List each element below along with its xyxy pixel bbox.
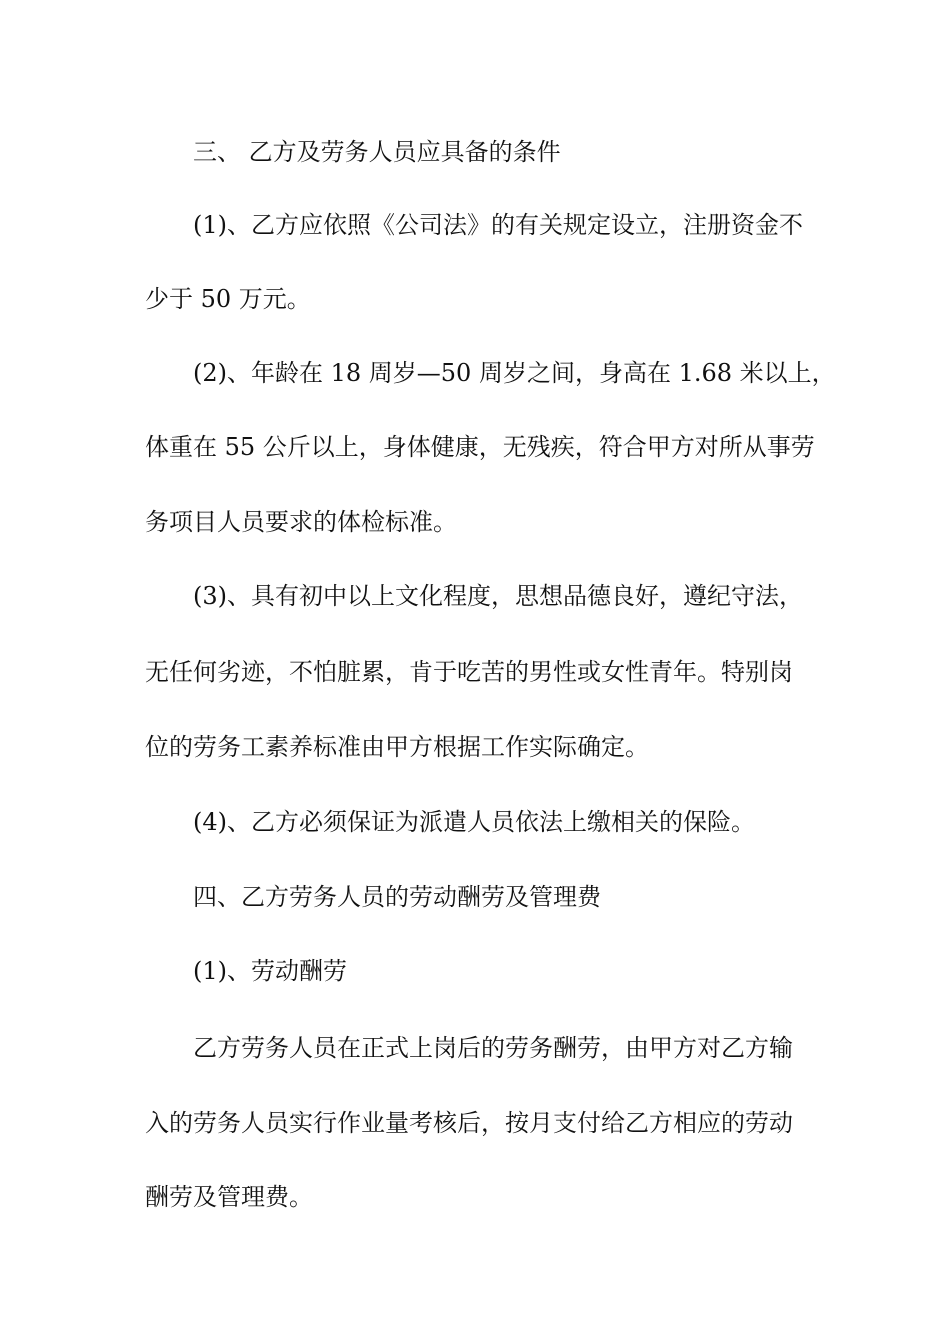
section-heading-3: 三、 乙方及劳务人员应具备的条件 [193, 138, 561, 166]
paragraph-line: 入的劳务人员实行作业量考核后，按月支付给乙方相应的劳动 [145, 1109, 793, 1137]
section-heading-4: 四、乙方劳务人员的劳动酬劳及管理费 [193, 883, 601, 911]
paragraph-line: 位的劳务工素养标准由甲方根据工作实际确定。 [145, 733, 649, 761]
paragraph-line: (1)、乙方应依照《公司法》的有关规定设立，注册资金不 [193, 211, 803, 239]
paragraph-line: (2)、年龄在 18 周岁—50 周岁之间，身高在 1.68 米以上， [193, 359, 836, 387]
subsection-heading: (1)、劳动酬劳 [193, 957, 347, 985]
paragraph-line: 少于 50 万元。 [145, 285, 311, 313]
paragraph-line: (4)、乙方必须保证为派遣人员依法上缴相关的保险。 [193, 808, 755, 836]
paragraph-line: 务项目人员要求的体检标准。 [145, 508, 457, 536]
paragraph-line: 无任何劣迹，不怕脏累，肯于吃苦的男性或女性青年。特别岗 [145, 658, 793, 686]
paragraph-line: 酬劳及管理费。 [145, 1183, 313, 1211]
paragraph-line: (3)、具有初中以上文化程度，思想品德良好，遵纪守法， [193, 582, 803, 610]
paragraph-line: 乙方劳务人员在正式上岗后的劳务酬劳，由甲方对乙方输 [193, 1034, 793, 1062]
paragraph-line: 体重在 55 公斤以上，身体健康，无残疾，符合甲方对所从事劳 [145, 433, 815, 461]
